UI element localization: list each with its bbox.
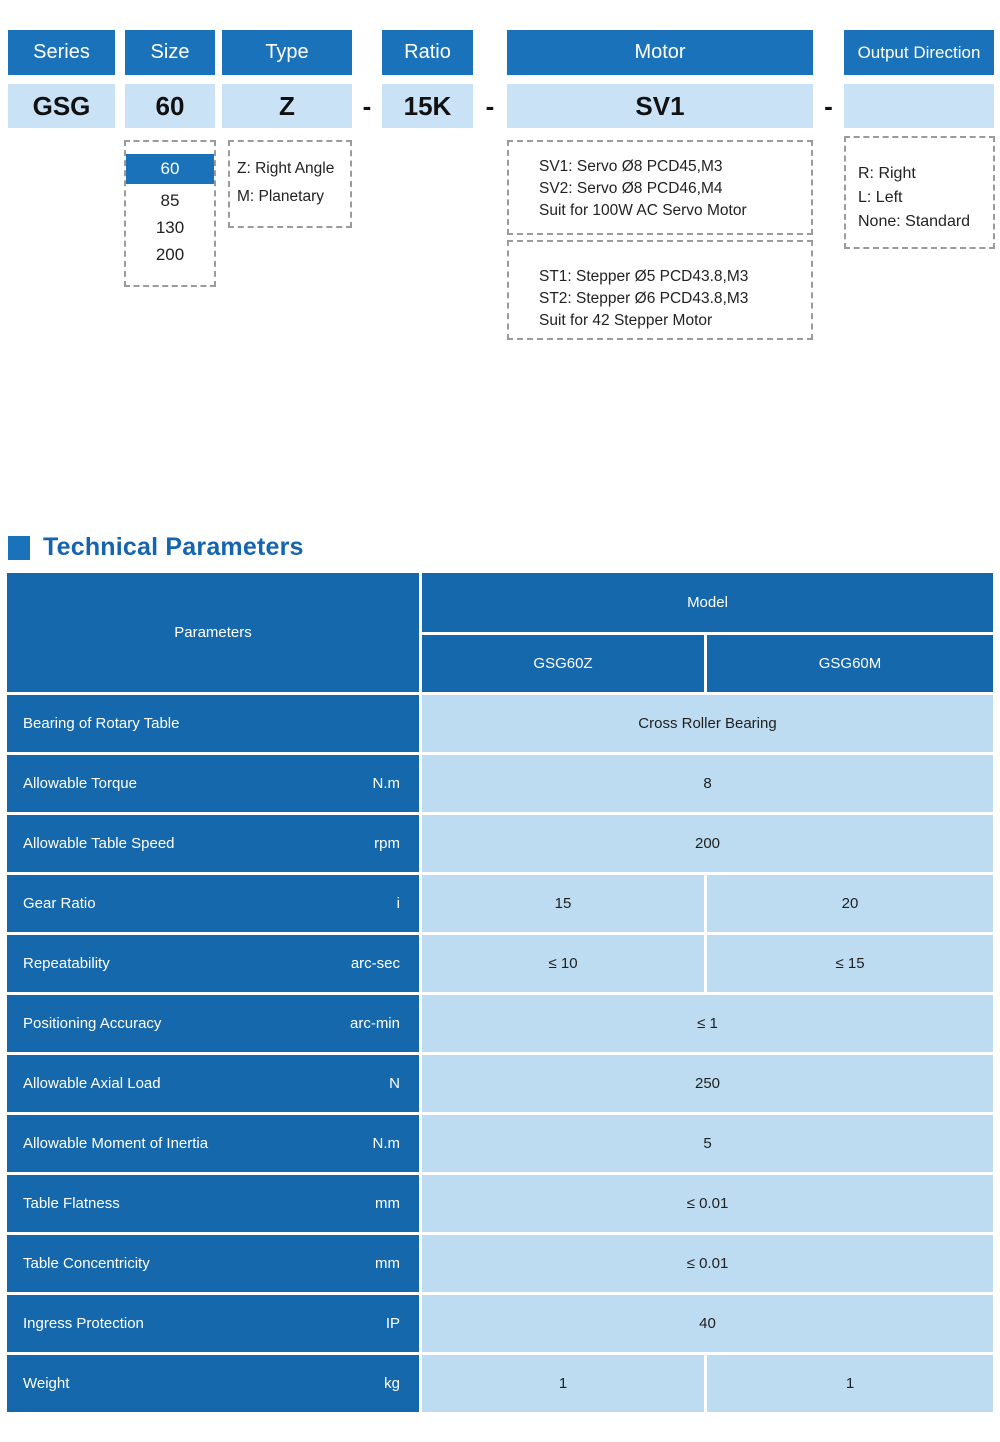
value-cell: Cross Roller Bearing xyxy=(422,695,993,752)
param-name: Table Flatness xyxy=(23,1195,120,1212)
param-cell xyxy=(7,1055,419,1112)
value-cell: ≤ 0.01 xyxy=(422,1235,993,1292)
value-cell-gsg60z: 1 xyxy=(422,1355,704,1412)
table-row xyxy=(7,695,993,752)
size-option: 200 xyxy=(155,245,185,264)
value-cell: 5 xyxy=(422,1115,993,1172)
output-direction-options-box xyxy=(844,136,995,249)
table-row xyxy=(7,995,993,1052)
table-header-parameters: Parameters xyxy=(7,573,419,692)
param-unit: i xyxy=(396,895,400,912)
param-unit: rpm xyxy=(374,835,400,852)
param-unit: kg xyxy=(384,1375,400,1392)
motor-servo-option: Suit for 100W AC Servo Motor xyxy=(539,202,747,219)
value-cell: ≤ 1 xyxy=(422,995,993,1052)
code-separator-dash: - xyxy=(485,90,495,121)
type-option: M: Planetary xyxy=(237,188,325,205)
value-cell-gsg60m: 20 xyxy=(707,875,993,932)
value-cell: 8 xyxy=(422,755,993,812)
param-unit: arc-min xyxy=(349,1015,400,1032)
table-row xyxy=(7,1355,993,1412)
param-unit: mm xyxy=(375,1195,400,1212)
code-value-size: 60 xyxy=(125,84,215,128)
motor-stepper-option: ST2: Stepper Ø6 PCD43.8,M3 xyxy=(539,290,749,307)
table-row xyxy=(7,815,993,872)
output-direction-option: None: Standard xyxy=(858,213,971,230)
param-cell xyxy=(7,755,419,812)
param-name: Allowable Table Speed xyxy=(23,835,175,852)
motor-servo-option: SV1: Servo Ø8 PCD45,M3 xyxy=(539,158,723,175)
code-value-motor: SV1 xyxy=(507,84,813,128)
code-header-series: Series xyxy=(8,30,115,75)
param-unit: N.m xyxy=(372,1135,400,1152)
motor-stepper-option: Suit for 42 Stepper Motor xyxy=(539,312,713,329)
param-name: Positioning Accuracy xyxy=(23,1015,162,1032)
param-unit: N xyxy=(389,1075,400,1092)
value-cell: 200 xyxy=(422,815,993,872)
output-direction-option: L: Left xyxy=(858,189,903,206)
param-name: Weight xyxy=(23,1375,70,1392)
code-header-output-direction: Output Direction xyxy=(844,30,994,75)
code-value-series: GSG xyxy=(8,84,115,128)
code-separator-dash: - xyxy=(362,90,372,121)
section-title: Technical Parameters xyxy=(43,533,304,561)
value-cell-gsg60m: ≤ 15 xyxy=(707,935,993,992)
param-cell xyxy=(7,695,419,752)
motor-stepper-option: ST1: Stepper Ø5 PCD43.8,M3 xyxy=(539,268,749,285)
value-cell: ≤ 0.01 xyxy=(422,1175,993,1232)
param-cell xyxy=(7,935,419,992)
param-name: Allowable Moment of Inertia xyxy=(23,1135,209,1152)
param-unit: N.m xyxy=(372,775,400,792)
table-row xyxy=(7,935,993,992)
motor-servo-option: SV2: Servo Ø8 PCD46,M4 xyxy=(539,180,723,197)
size-option: 85 xyxy=(160,191,180,210)
output-direction-option: R: Right xyxy=(858,165,916,182)
table-row xyxy=(7,1235,993,1292)
param-unit: mm xyxy=(375,1255,400,1272)
value-cell-gsg60m: 1 xyxy=(707,1355,993,1412)
value-cell: 250 xyxy=(422,1055,993,1112)
code-header-motor: Motor xyxy=(507,30,813,75)
param-cell xyxy=(7,1355,419,1412)
param-cell xyxy=(7,1235,419,1292)
table-row xyxy=(7,1295,993,1352)
param-name: Allowable Torque xyxy=(23,775,137,792)
param-name: Table Concentricity xyxy=(23,1255,150,1272)
table-header-gsg60z: GSG60Z xyxy=(422,635,704,692)
size-option-selected: 60 xyxy=(126,154,214,184)
code-separator-dash: - xyxy=(824,90,833,121)
motor-servo-options-box xyxy=(507,140,813,235)
motor-stepper-options-box xyxy=(507,240,813,340)
param-name: Allowable Axial Load xyxy=(23,1075,161,1092)
table-row xyxy=(7,1055,993,1112)
type-option: Z: Right Angle xyxy=(237,160,335,177)
code-value-output-direction xyxy=(844,84,994,128)
technical-parameters-table xyxy=(7,573,993,1415)
size-option: 130 xyxy=(155,218,185,237)
table-row xyxy=(7,1115,993,1172)
param-cell xyxy=(7,1115,419,1172)
table-row xyxy=(7,755,993,812)
table-header-model: Model xyxy=(422,573,993,632)
type-options-box xyxy=(228,140,352,228)
param-unit: arc-sec xyxy=(350,955,400,972)
table-row xyxy=(7,875,993,932)
code-header-size: Size xyxy=(125,30,215,75)
table-header-gsg60m: GSG60M xyxy=(707,635,993,692)
section-title-row xyxy=(8,533,304,562)
param-cell xyxy=(7,995,419,1052)
code-header-type: Type xyxy=(222,30,352,75)
value-cell-gsg60z: ≤ 10 xyxy=(422,935,704,992)
param-name: Repeatability xyxy=(23,955,110,972)
param-cell xyxy=(7,1295,419,1352)
param-name: Bearing of Rotary Table xyxy=(23,715,180,732)
value-cell-gsg60z: 15 xyxy=(422,875,704,932)
param-name: Gear Ratio xyxy=(23,895,96,912)
value-cell: 40 xyxy=(422,1295,993,1352)
param-name: Ingress Protection xyxy=(23,1315,144,1332)
param-cell xyxy=(7,875,419,932)
section-bullet-icon xyxy=(8,536,30,560)
code-value-type: Z xyxy=(222,84,352,128)
code-header-ratio: Ratio xyxy=(382,30,473,75)
param-cell xyxy=(7,1175,419,1232)
code-value-ratio: 15K xyxy=(382,84,473,128)
param-unit: IP xyxy=(385,1315,400,1332)
table-row xyxy=(7,1175,993,1232)
param-cell xyxy=(7,815,419,872)
size-options-box xyxy=(124,140,216,287)
